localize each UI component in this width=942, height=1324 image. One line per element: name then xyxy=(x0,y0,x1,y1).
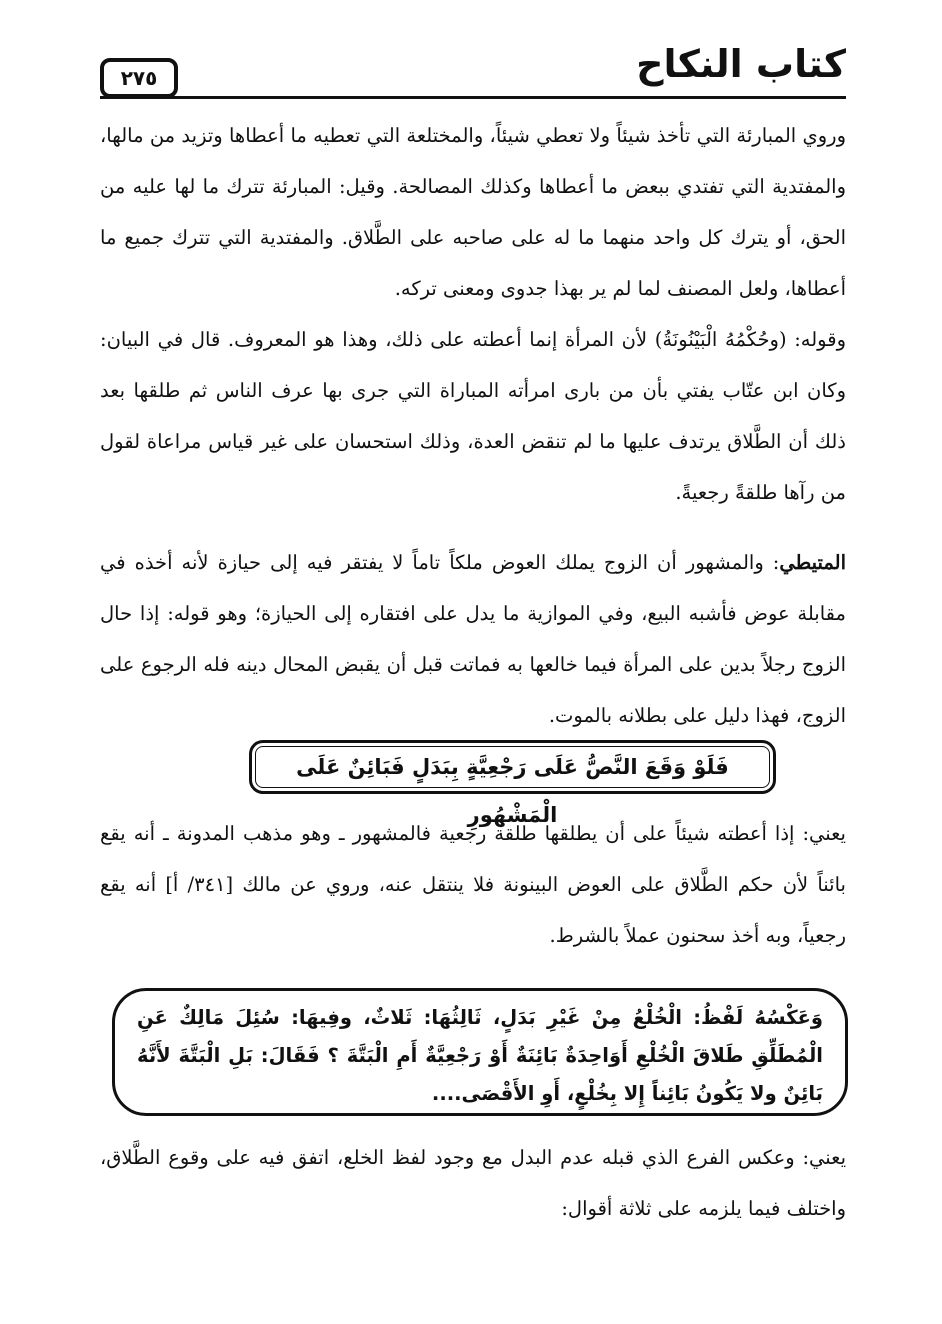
paragraph-1: وروي المبارئة التي تأخذ شيئاً ولا تعطي شيئاً، والمختلعة التي تعطيه ما أعطاها وتزيد من مالها، والمفتدية التي تفتدي ببعض ما أعطاها وكذلك المصالحة. وقيل: المبارئة تترك ما لها عليه من الحق، أو يترك كل واحد منهما ما له على صاحبه على الطَّلاق. والمفتدية التي تترك جميع ما أعطاها، ولعل المصنف لما لم ير بهذا جدوى ومعنى تركه. xyxy=(100,124,846,300)
paragraph-2: وقوله: (وحُكْمُهُ الْبَيْنُونَةُ) لأن المرأة إنما أعطته على ذلك، وهذا هو المعروف. قال في البيان: وكان ابن عتّاب يفتي بأن من بارى امرأته المباراة التي جرى بها عرف الناس ثم طلقها بعد ذلك أن الطَّلاق يرتدف عليها ما لم تنقض العدة، وذلك استحسان على غير قياس مراعاة لقول من رآها طلقةً رجعيةً. xyxy=(100,328,846,504)
matn-box-2: وَعَكْسُهُ لَفْظُ: الْخُلْعُ مِنْ غَيْرِ بَدَلٍ، ثَالِثُهَا: ثَلاثٌ، وفِيهَا: سُئِلَ مَالِكٌ عَنِ الْمُطَلِّقِ طَلاقَ الْخُلْعِ أَوَاحِدَةٌ بَائِنَةٌ أَوْ رَجْعِيَّةٌ أَمِ الْبَتَّةَ ؟ فَقَالَ: بَلِ الْبَتَّةَ لأَنَّهُ بَائِنٌ ولا يَكُونُ بَائِناً إِلا بِخُلْعٍ، أَوِ الأَقْصَى.... xyxy=(112,988,848,1116)
paragraph-3-label: المتيطي xyxy=(779,551,846,574)
page-number: ٢٧٥ xyxy=(100,58,178,98)
book-title: كتاب النكاح xyxy=(636,42,846,86)
paragraph-4: يعني: إذا أعطته شيئاً على أن يطلقها طلقة رجعية فالمشهور ـ وهو مذهب المدونة ـ أنه يقع بائناً لأن حكم الطَّلاق على العوض البينونة فلا ينتقل عنه، وروي عن مالك [٣٤١/ أ] أنه يقع رجعياً، وبه أخذ سحنون عملاً بالشرط. xyxy=(100,822,846,947)
matn-box-1: فَلَوْ وَقَعَ النَّصُّ عَلَى رَجْعِيَّةٍ بِبَدَلٍ فَبَائِنٌ عَلَى الْمَشْهُورِ xyxy=(249,740,776,794)
paragraph-3-text: : والمشهور أن الزوج يملك العوض ملكاً تاماً لا يفتقر فيه إلى حيازة لأنه أخذه في مقابلة عوض فأشبه البيع، وفي الموازية ما يدل على افتقاره إلى الحيازة؛ وهو قوله: إذا حال الزوج رجلاً بدين على المرأة فيما خالعها به فماتت قبل أن يقبض المحال دينه فله الرجوع على الزوج، فهذا دليل على بطلانه بالموت. xyxy=(100,551,846,727)
paragraph-3 xyxy=(100,537,846,741)
paragraph-5: يعني: وعكس الفرع الذي قبله عدم البدل مع وجود لفظ الخلع، اتفق فيه على وقوع الطَّلاق، واختلف فيما يلزمه على ثلاثة أقوال: xyxy=(100,1146,846,1220)
header-rule xyxy=(100,96,846,99)
